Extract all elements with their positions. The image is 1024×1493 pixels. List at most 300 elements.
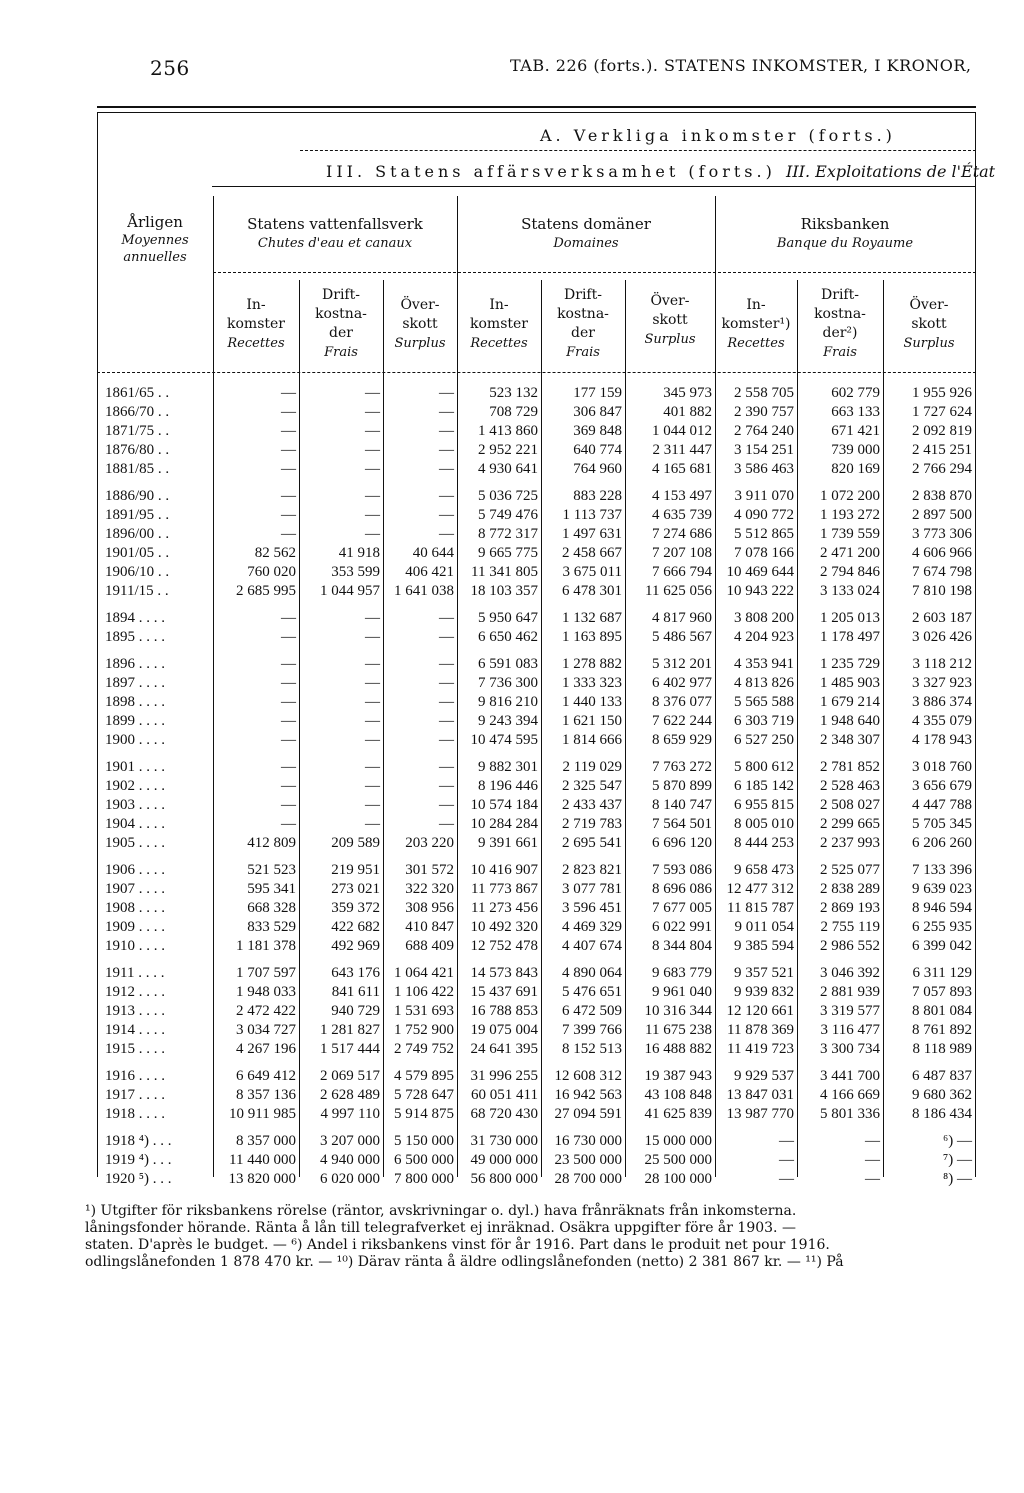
table-row <box>103 582 975 601</box>
table-cell: 9 391 661 <box>478 835 538 851</box>
table-cell: 5 486 567 <box>652 629 712 645</box>
table-cell: 4 579 895 <box>394 1068 454 1084</box>
table-cell: 4 635 739 <box>652 507 712 523</box>
table-cell: 1 333 323 <box>562 675 622 691</box>
table-cell: 9 939 832 <box>734 984 794 1000</box>
table-cell: 40 644 <box>412 545 454 561</box>
table-cell: — <box>281 778 296 794</box>
table-cell: 4 267 196 <box>236 1041 296 1057</box>
table-cell: 940 729 <box>331 1003 380 1019</box>
col4-l2: komster <box>470 316 528 332</box>
table-cell: 43 108 848 <box>644 1087 712 1103</box>
table-row <box>103 956 975 983</box>
table-cell: 9 385 594 <box>734 938 794 954</box>
table-cell: — <box>365 694 380 710</box>
table-cell: 6 500 000 <box>394 1152 454 1168</box>
table-cell: 8 659 929 <box>652 732 712 748</box>
col1-fr: Recettes <box>227 336 285 351</box>
table-cell: 16 788 853 <box>470 1003 538 1019</box>
table-cell: — <box>365 656 380 672</box>
table-cell: 4 447 788 <box>912 797 972 813</box>
table-cell: 4 407 674 <box>562 938 622 954</box>
row-label: 1899 . . . . <box>105 713 165 729</box>
row-label: 1895 . . . . <box>105 629 165 645</box>
table-cell: 6 206 260 <box>912 835 972 851</box>
table-cell: 6 527 250 <box>734 732 794 748</box>
table-cell: 10 474 595 <box>470 732 538 748</box>
table-cell: 9 658 473 <box>734 862 794 878</box>
row-label: 1901 . . . . <box>105 759 165 775</box>
table-cell: — <box>281 526 296 542</box>
table-row <box>103 731 975 750</box>
col2-l1: Drift- <box>322 287 360 303</box>
table-cell: 2 390 757 <box>734 404 794 420</box>
table-cell: 10 284 284 <box>470 816 538 832</box>
table-cell: 6 649 412 <box>236 1068 296 1084</box>
table-cell: 4 890 064 <box>562 965 622 981</box>
table-cell: 16 730 000 <box>554 1133 622 1149</box>
table-cell: 9 683 779 <box>652 965 712 981</box>
table-cell: 13 847 031 <box>726 1087 794 1103</box>
table-cell: 9 357 521 <box>734 965 794 981</box>
table-cell: — <box>439 526 454 542</box>
table-cell: 5 705 345 <box>912 816 972 832</box>
table-cell: — <box>281 507 296 523</box>
row-label: 1861/65 . . <box>105 385 170 401</box>
top-rule-thin <box>97 112 976 113</box>
table-row <box>103 796 975 815</box>
table-row <box>103 880 975 899</box>
table-cell: 523 132 <box>489 385 538 401</box>
table-cell: 28 700 000 <box>554 1171 622 1187</box>
table-cell: 2 471 200 <box>820 545 880 561</box>
table-cell: — <box>365 732 380 748</box>
table-cell: 2 628 489 <box>320 1087 380 1103</box>
table-cell: 23 500 000 <box>554 1152 622 1168</box>
table-cell: 4 165 681 <box>652 461 712 477</box>
table-cell: 2 881 939 <box>820 984 880 1000</box>
table-cell: 11 773 867 <box>471 881 538 897</box>
table-cell: — <box>439 713 454 729</box>
table-cell: 369 848 <box>573 423 622 439</box>
table-cell: 8 801 084 <box>912 1003 972 1019</box>
table-cell: 27 094 591 <box>554 1106 622 1122</box>
table-cell: 2 897 500 <box>912 507 972 523</box>
table-cell: 2 755 119 <box>820 919 880 935</box>
table-cell: — <box>439 610 454 626</box>
table-cell: 1 178 497 <box>820 629 880 645</box>
table-cell: — <box>281 694 296 710</box>
table-cell: 1 948 033 <box>236 984 296 1000</box>
table-cell: 9 011 054 <box>734 919 794 935</box>
table-cell: 7 736 300 <box>478 675 538 691</box>
table-cell: 1 621 150 <box>562 713 622 729</box>
table-cell: 602 779 <box>831 385 880 401</box>
top-rule <box>97 106 976 108</box>
page-number: 256 <box>150 56 190 80</box>
table-cell: 2 823 821 <box>562 862 622 878</box>
group-rule <box>213 272 976 273</box>
table-cell: 5 036 725 <box>478 488 538 504</box>
vrule-right <box>975 112 976 1177</box>
table-cell: 7 399 766 <box>562 1022 622 1038</box>
table-cell: — <box>439 507 454 523</box>
table-cell: 663 133 <box>831 404 880 420</box>
table-cell: 2 794 846 <box>820 564 880 580</box>
table-row <box>103 1040 975 1059</box>
table-cell: 2 838 870 <box>912 488 972 504</box>
table-cell: — <box>439 442 454 458</box>
table-cell: 1 948 640 <box>820 713 880 729</box>
table-cell: — <box>865 1133 880 1149</box>
table-cell: — <box>281 713 296 729</box>
col7-l1: In- <box>746 297 766 313</box>
row-label: 1881/85 . . <box>105 461 170 477</box>
table-cell: 6 472 509 <box>562 1003 622 1019</box>
col5-fr: Frais <box>566 345 600 360</box>
table-cell: — <box>281 732 296 748</box>
row-label: 1914 . . . . <box>105 1022 165 1038</box>
table-row <box>103 1105 975 1124</box>
table-cell: 401 882 <box>663 404 712 420</box>
row-label: 1891/95 . . <box>105 507 170 523</box>
table-cell: 9 665 775 <box>478 545 538 561</box>
table-row <box>103 563 975 582</box>
vrule-left <box>97 112 98 1177</box>
table-cell: 10 574 184 <box>470 797 538 813</box>
table-cell: 82 562 <box>254 545 296 561</box>
row-label: 1915 . . . . <box>105 1041 165 1057</box>
table-row <box>103 1124 975 1151</box>
table-cell: 7 133 396 <box>912 862 972 878</box>
table-cell: 10 492 320 <box>470 919 538 935</box>
table-cell: 4 355 079 <box>912 713 972 729</box>
table-cell: 60 051 411 <box>471 1087 538 1103</box>
table-cell: 13 820 000 <box>228 1171 296 1187</box>
table-cell: 1 235 729 <box>820 656 880 672</box>
group-riksbanken-fr: Banque du Royaume <box>776 236 914 251</box>
table-cell: 10 911 985 <box>229 1106 296 1122</box>
footnote-line: ¹) Utgifter för riksbankens rörelse (räntor, avskrivningar o. dyl.) hava frånräknats från inkomsterna. <box>85 1203 797 1219</box>
table-cell: 1 044 012 <box>652 423 712 439</box>
table-cell: 2 766 294 <box>912 461 972 477</box>
table-cell: — <box>439 629 454 645</box>
section-rule <box>300 150 976 151</box>
table-cell: 671 421 <box>831 423 880 439</box>
table-cell: 5 800 612 <box>734 759 794 775</box>
table-cell: — <box>365 385 380 401</box>
table-cell: 8 005 010 <box>734 816 794 832</box>
table-cell: 6 255 935 <box>912 919 972 935</box>
table-cell: 31 996 255 <box>470 1068 538 1084</box>
table-cell: 15 000 000 <box>644 1133 712 1149</box>
table-cell: 760 020 <box>247 564 296 580</box>
row-header-fr2: annuelles <box>123 250 187 265</box>
table-cell: 6 311 129 <box>912 965 972 981</box>
table-cell: 177 159 <box>573 385 622 401</box>
col1-l2: komster <box>227 316 285 332</box>
col3-l1: Över- <box>400 297 440 313</box>
table-cell: 203 220 <box>405 835 454 851</box>
table-cell: 1 163 895 <box>562 629 622 645</box>
col6-l2: skott <box>652 312 688 328</box>
row-label: 1897 . . . . <box>105 675 165 691</box>
row-header-fr1: Moyennes <box>121 233 189 248</box>
col6-fr: Surplus <box>644 332 696 347</box>
table-cell: 4 940 000 <box>320 1152 380 1168</box>
col-header-9 <box>883 296 975 353</box>
table-cell: 322 320 <box>405 881 454 897</box>
table-cell: 3 586 463 <box>734 461 794 477</box>
table-cell: 12 477 312 <box>726 881 794 897</box>
table-cell: 4 930 641 <box>478 461 538 477</box>
table-cell: 1 440 133 <box>562 694 622 710</box>
table-row <box>103 525 975 544</box>
table-cell: 668 328 <box>247 900 296 916</box>
table-cell: 16 488 882 <box>644 1041 712 1057</box>
table-cell: 359 372 <box>331 900 380 916</box>
table-cell: — <box>439 797 454 813</box>
table-cell: 219 951 <box>331 862 380 878</box>
table-cell: 3 207 000 <box>320 1133 380 1149</box>
table-row <box>103 1151 975 1170</box>
group-vattenfall-fr: Chutes d'eau et canaux <box>257 236 413 251</box>
table-cell: 2 348 307 <box>820 732 880 748</box>
table-row <box>103 384 975 403</box>
table-cell: 2 237 993 <box>820 835 880 851</box>
row-header-sv: Årligen <box>127 213 183 231</box>
col-header-1 <box>213 296 299 353</box>
table-cell: 4 469 329 <box>562 919 622 935</box>
table-cell: 4 353 941 <box>734 656 794 672</box>
col2-fr: Frais <box>324 345 358 360</box>
row-label: 1903 . . . . <box>105 797 165 813</box>
row-label: 1906 . . . . <box>105 862 165 878</box>
table-cell: 3 773 306 <box>912 526 972 542</box>
table-cell: 353 599 <box>331 564 380 580</box>
table-cell: — <box>365 713 380 729</box>
table-cell: 2 749 752 <box>394 1041 454 1057</box>
table-cell: 6 022 991 <box>652 919 712 935</box>
col9-l1: Över- <box>909 297 949 313</box>
row-label: 1886/90 . . <box>105 488 170 504</box>
footnote-line: låningsfonder hörande. Ränta å lån till telegrafverket ej inräknad. Osäkra uppgifter före år 1903. — <box>85 1220 796 1236</box>
table-cell: 3 116 477 <box>820 1022 880 1038</box>
footnotes <box>85 1203 985 1271</box>
table-cell: 8 444 253 <box>734 835 794 851</box>
table-cell: 3 675 011 <box>562 564 622 580</box>
table-cell: 1 193 272 <box>820 507 880 523</box>
table-cell: 1 707 597 <box>236 965 296 981</box>
table-cell: 7 677 005 <box>652 900 712 916</box>
table-row <box>103 506 975 525</box>
table-cell: — <box>365 778 380 794</box>
table-cell: 8 186 434 <box>912 1106 972 1122</box>
table-cell: — <box>281 629 296 645</box>
table-cell: 8 196 446 <box>478 778 538 794</box>
table-cell: 406 421 <box>405 564 454 580</box>
table-cell: 1 106 422 <box>394 984 454 1000</box>
group-vattenfall-sv: Statens vattenfallsverk <box>247 215 423 233</box>
table-cell: 11 440 000 <box>229 1152 296 1168</box>
col5-l1: Drift- <box>564 287 602 303</box>
row-label: 1876/80 . . <box>105 442 170 458</box>
table-cell: 10 469 644 <box>726 564 794 580</box>
table-cell: — <box>779 1152 794 1168</box>
table-cell: 2 952 221 <box>478 442 538 458</box>
col8-fr: Frais <box>823 345 857 360</box>
table-cell: 1 205 013 <box>820 610 880 626</box>
table-cell: 2 415 251 <box>912 442 972 458</box>
col8-l1: Drift- <box>821 287 859 303</box>
table-cell: 9 639 023 <box>912 881 972 897</box>
table-cell: 2 508 027 <box>820 797 880 813</box>
table-cell: 41 918 <box>338 545 380 561</box>
table-cell: 3 018 760 <box>912 759 972 775</box>
table-cell: 2 325 547 <box>562 778 622 794</box>
table-cell: 1 181 378 <box>236 938 296 954</box>
table-row <box>103 693 975 712</box>
table-cell: 1 497 631 <box>562 526 622 542</box>
row-label: 1907 . . . . <box>105 881 165 897</box>
table-cell: 4 166 669 <box>820 1087 880 1103</box>
table-cell: 11 419 723 <box>727 1041 794 1057</box>
table-cell: 18 103 357 <box>470 583 538 599</box>
table-cell: 1 132 687 <box>562 610 622 626</box>
row-label: 1916 . . . . <box>105 1068 165 1084</box>
row-label: 1918 . . . . <box>105 1106 165 1122</box>
table-cell: 6 478 301 <box>562 583 622 599</box>
row-label: 1896 . . . . <box>105 656 165 672</box>
table-cell: 9 882 301 <box>478 759 538 775</box>
table-cell: 3 077 781 <box>562 881 622 897</box>
table-cell: — <box>281 404 296 420</box>
table-cell: 412 809 <box>247 835 296 851</box>
table-cell: 2 685 995 <box>236 583 296 599</box>
table-cell: 3 319 577 <box>820 1003 880 1019</box>
table-cell: 68 720 430 <box>470 1106 538 1122</box>
table-cell: 1 517 444 <box>320 1041 380 1057</box>
group-header-riksbanken <box>715 214 975 254</box>
group-domaner-sv: Statens domäner <box>521 215 651 233</box>
table-cell: 8 357 000 <box>236 1133 296 1149</box>
table-cell: ⁶) — <box>943 1133 972 1149</box>
table-cell: — <box>865 1171 880 1187</box>
table-cell: 688 409 <box>405 938 454 954</box>
table-cell: 11 675 238 <box>645 1022 712 1038</box>
table-row <box>103 1170 975 1189</box>
table-cell: 7 274 686 <box>652 526 712 542</box>
col8-l2: kostna- <box>814 306 866 322</box>
table-cell: — <box>281 423 296 439</box>
table-cell: 4 204 923 <box>734 629 794 645</box>
table-cell: 2 695 541 <box>562 835 622 851</box>
section-iii-title <box>326 162 995 181</box>
table-cell: 16 942 563 <box>554 1087 622 1103</box>
table-cell: 5 728 647 <box>394 1087 454 1103</box>
table-cell: 6 020 000 <box>320 1171 380 1187</box>
table-row <box>103 983 975 1002</box>
table-row <box>103 937 975 956</box>
table-cell: 3 133 024 <box>820 583 880 599</box>
table-cell: 8 118 989 <box>912 1041 972 1057</box>
table-cell: 7 057 893 <box>912 984 972 1000</box>
col3-l2: skott <box>402 316 438 332</box>
table-cell: — <box>439 488 454 504</box>
table-cell: 883 228 <box>573 488 622 504</box>
table-cell: 1 413 860 <box>478 423 538 439</box>
table-cell: 1 679 214 <box>820 694 880 710</box>
table-cell: 5 749 476 <box>478 507 538 523</box>
table-cell: 3 046 392 <box>820 965 880 981</box>
col7-l2: komster¹) <box>721 316 791 332</box>
table-cell: — <box>281 442 296 458</box>
group-riksbanken-sv: Riksbanken <box>800 215 890 233</box>
table-cell: 12 120 661 <box>726 1003 794 1019</box>
table-cell: 6 303 719 <box>734 713 794 729</box>
table-cell: 2 311 447 <box>652 442 712 458</box>
table-cell: 2 986 552 <box>820 938 880 954</box>
table-cell: — <box>281 656 296 672</box>
col9-fr: Surplus <box>903 336 955 351</box>
row-label: 1894 . . . . <box>105 610 165 626</box>
table-cell: 1 281 827 <box>320 1022 380 1038</box>
row-label: 1871/75 . . <box>105 423 170 439</box>
table-cell: 7 593 086 <box>652 862 712 878</box>
table-cell: 5 914 875 <box>394 1106 454 1122</box>
table-cell: — <box>365 759 380 775</box>
table-cell: 2 764 240 <box>734 423 794 439</box>
table-cell: 3 808 200 <box>734 610 794 626</box>
table-cell: — <box>779 1171 794 1187</box>
table-cell: 8 357 136 <box>236 1087 296 1103</box>
group-header-vattenfall <box>213 214 457 254</box>
table-cell: 7 666 794 <box>652 564 712 580</box>
table-cell: 19 075 004 <box>470 1022 538 1038</box>
table-cell: 739 000 <box>831 442 880 458</box>
table-cell: 10 316 344 <box>644 1003 712 1019</box>
table-cell: 640 774 <box>573 442 622 458</box>
table-cell: 410 847 <box>405 919 454 935</box>
table-cell: 4 817 960 <box>652 610 712 626</box>
table-row <box>103 899 975 918</box>
row-label: 1919 ⁴) . . . <box>105 1152 172 1168</box>
row-label: 1905 . . . . <box>105 835 165 851</box>
row-label: 1913 . . . . <box>105 1003 165 1019</box>
table-row <box>103 628 975 647</box>
footnote-line: odlingslånefonden 1 878 470 kr. — ¹⁰) Därav ränta å äldre odlingslånefonden (netto) 2 381 867 kr. — ¹¹) På <box>85 1254 844 1270</box>
table-cell: 5 870 899 <box>652 778 712 794</box>
table-cell: — <box>439 461 454 477</box>
table-cell: 5 476 651 <box>562 984 622 1000</box>
table-cell: 3 118 212 <box>912 656 972 672</box>
table-cell: 7 207 108 <box>652 545 712 561</box>
table-cell: 7 078 166 <box>734 545 794 561</box>
row-label: 1904 . . . . <box>105 816 165 832</box>
table-cell: 1 752 900 <box>394 1022 454 1038</box>
col-header-6 <box>625 292 715 349</box>
table-row <box>103 647 975 674</box>
table-cell: 4 178 943 <box>912 732 972 748</box>
group-header-domaner <box>457 214 715 254</box>
row-label: 1909 . . . . <box>105 919 165 935</box>
row-label: 1910 . . . . <box>105 938 165 954</box>
table-cell: 41 625 839 <box>644 1106 712 1122</box>
table-cell: 5 950 647 <box>478 610 538 626</box>
table-cell: ⁷) — <box>943 1152 972 1168</box>
table-cell: 7 564 501 <box>652 816 712 832</box>
table-cell: — <box>281 816 296 832</box>
